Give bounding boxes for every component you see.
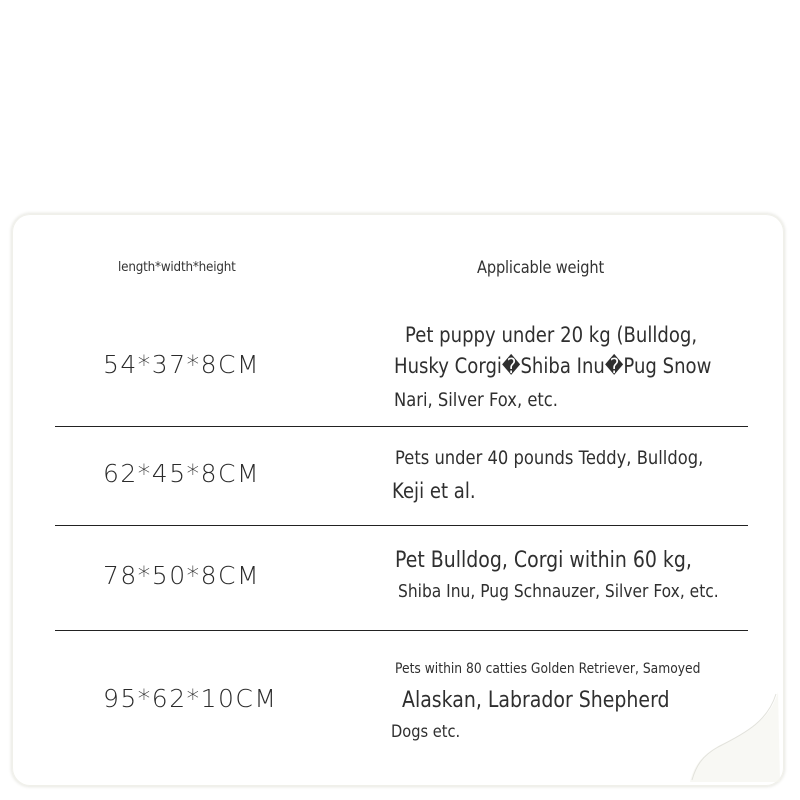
row-divider — [55, 525, 748, 526]
row-divider — [55, 426, 748, 427]
header-applicable-weight: Applicable weight — [477, 258, 605, 278]
torn-edge-decoration — [690, 690, 780, 785]
row-3-weight-line-1: Pet Bulldog, Corgi within 60 kg, — [395, 548, 692, 573]
row-2-weight-line-1: Pets under 40 pounds Teddy, Bulldog, — [395, 447, 704, 469]
row-2-size: 62*45*8CM — [103, 459, 261, 488]
row-2-weight-line-2: Keji et al. — [392, 479, 476, 503]
row-4-weight-line-3: Dogs etc. — [391, 722, 461, 742]
row-3-weight-line-2: Shiba Inu, Pug Schnauzer, Silver Fox, etc. — [398, 581, 719, 602]
row-divider — [55, 630, 748, 631]
row-3-size: 78*50*8CM — [103, 561, 261, 590]
row-1-size: 54*37*8CM — [103, 350, 261, 379]
header-dimensions: length*width*height — [118, 260, 236, 275]
row-4-weight-line-1: Pets within 80 catties Golden Retriever, Samoyed — [395, 661, 701, 677]
row-1-weight-line-1: Pet puppy under 20 kg (Bulldog, — [405, 323, 698, 347]
row-4-size: 95*62*10CM — [103, 684, 278, 713]
row-4-weight-line-2: Alaskan, Labrador Shepherd — [402, 688, 670, 713]
row-1-weight-line-3: Nari, Silver Fox, etc. — [394, 389, 558, 411]
row-1-weight-line-2: Husky Corgi�Shiba Inu�Pug Snow — [394, 354, 712, 378]
